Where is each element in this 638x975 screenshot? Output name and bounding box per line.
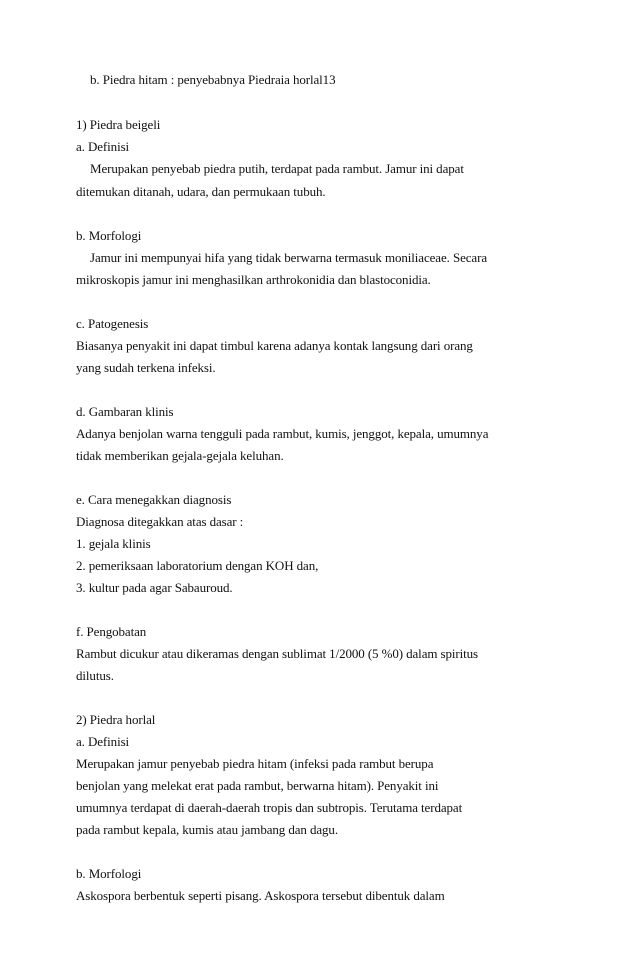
paragraph-line: mikroskopis jamur ini menghasilkan arthrokonidia dan blastoconidia. <box>76 272 431 287</box>
list-item: 1. gejala klinis <box>76 536 151 551</box>
list-item: 2. pemeriksaan laboratorium dengan KOH dan, <box>76 558 319 573</box>
paragraph-line: ditemukan ditanah, udara, dan permukaan tubuh. <box>76 184 326 199</box>
paragraph-line: pada rambut kepala, kumis atau jambang dan dagu. <box>76 822 338 837</box>
heading-piedra-beigeli: 1) Piedra beigeli <box>76 117 161 132</box>
paragraph-line: tidak memberikan gejala-gejala keluhan. <box>76 448 284 463</box>
paragraph-line: Rambut dicukur atau dikeramas dengan sublimat 1/2000 (5 %0) dalam spiritus <box>76 646 479 661</box>
paragraph-line: umumnya terdapat di daerah-daerah tropis dan subtropis. Terutama terdapat <box>76 800 463 815</box>
subheading-cara-menegakkan-diagnosis: e. Cara menegakkan diagnosis <box>76 492 232 507</box>
paragraph-line: dilutus. <box>76 668 114 683</box>
subheading-definisi: a. Definisi <box>76 139 130 154</box>
subheading-definisi: a. Definisi <box>76 734 130 749</box>
subheading-gambaran-klinis: d. Gambaran klinis <box>76 404 174 419</box>
subheading-morfologi: b. Morfologi <box>76 866 142 881</box>
paragraph-line: Diagnosa ditegakkan atas dasar : <box>76 514 244 529</box>
paragraph-line: Jamur ini mempunyai hifa yang tidak berwarna termasuk moniliaceae. Secara <box>90 250 487 265</box>
subheading-morfologi: b. Morfologi <box>76 228 142 243</box>
subheading-pengobatan: f. Pengobatan <box>76 624 147 639</box>
paragraph-line: benjolan yang melekat erat pada rambut, berwarna hitam). Penyakit ini <box>76 778 439 793</box>
paragraph-line: Adanya benjolan warna tengguli pada rambut, kumis, jenggot, kepala, umumnya <box>76 426 489 441</box>
paragraph-line: Biasanya penyakit ini dapat timbul karena adanya kontak langsung dari orang <box>76 338 473 353</box>
subheading-patogenesis: c. Patogenesis <box>76 316 149 331</box>
paragraph-line: Merupakan penyebab piedra putih, terdapat pada rambut. Jamur ini dapat <box>90 161 464 176</box>
list-item: 3. kultur pada agar Sabauroud. <box>76 580 233 595</box>
heading-piedra-horlal: 2) Piedra horlal <box>76 712 156 727</box>
paragraph-line: Askospora berbentuk seperti pisang. Askospora tersebut dibentuk dalam <box>76 888 445 903</box>
paragraph-line: yang sudah terkena infeksi. <box>76 360 216 375</box>
heading-piedra-hitam: b. Piedra hitam : penyebabnya Piedraia horlal13 <box>90 72 336 87</box>
paragraph-line: Merupakan jamur penyebab piedra hitam (infeksi pada rambut berupa <box>76 756 434 771</box>
